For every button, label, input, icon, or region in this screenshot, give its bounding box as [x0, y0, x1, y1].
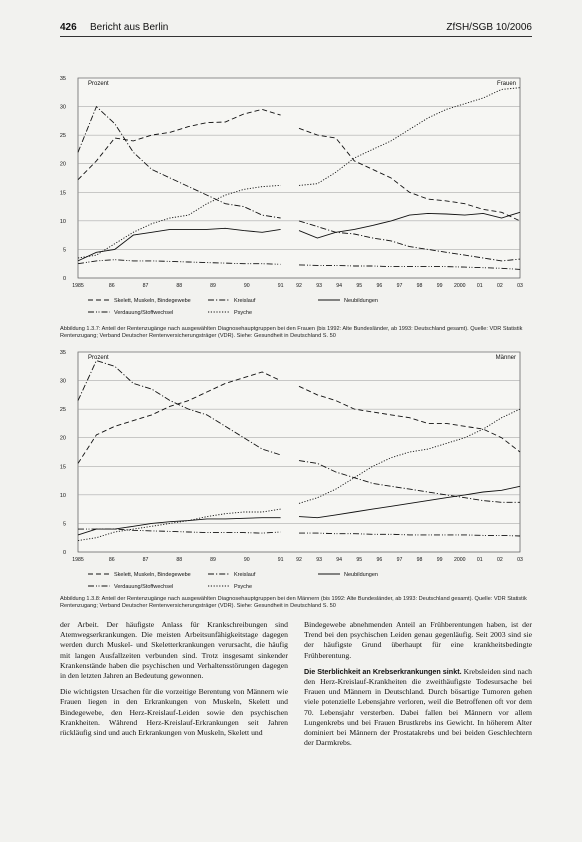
x-tick-label: 91 [277, 557, 284, 563]
plot-area [78, 352, 520, 552]
x-tick-label: 03 [517, 283, 523, 289]
x-tick-label: 94 [336, 283, 343, 289]
y-tick-label: 15 [59, 190, 66, 197]
x-tick-label: 90 [243, 557, 250, 563]
legend-label: Neubildungen [344, 572, 378, 578]
group-label: Männer [495, 355, 516, 361]
x-tick-label: 97 [396, 283, 403, 289]
x-tick-label: 92 [296, 557, 302, 563]
y-tick-label: 5 [62, 521, 66, 528]
y-unit-label: Prozent [88, 81, 109, 87]
x-tick-label: 86 [108, 557, 115, 563]
y-tick-label: 5 [62, 247, 66, 254]
x-tick-label: 88 [176, 557, 183, 563]
paragraph-text: Krebsleiden sind nach den Herz-Kreislauf-Krankheiten die zweithäufigste Todesursache bei Frauen und Männern in Deutschland. Durch bösartige Tumoren gehen viele potenzielle Lebensjahre verloren, weil die Betroffenen oft vor dem 70. Lebensjahr versterben. Dabei fallen bei Männern vor allem Lungenkrebs und bei Frauen Brustkrebs ins Gewicht. In höherem Alter dominiert bei Männern der Prostatakrebs und bei beiden Geschlechtern der Darmkrebs. [304, 666, 532, 748]
journal-reference: ZfSH/SGB 10/2006 [446, 22, 532, 33]
x-tick-label: 2000 [453, 557, 466, 563]
group-label: Frauen [496, 81, 516, 87]
y-tick-label: 10 [59, 218, 66, 225]
x-tick-label: 95 [356, 557, 363, 563]
x-tick-label: 89 [210, 283, 216, 289]
x-tick-label: 1985 [72, 283, 84, 289]
x-tick-label: 92 [296, 283, 302, 289]
y-tick-label: 30 [59, 104, 66, 111]
x-tick-label: 87 [142, 283, 149, 289]
paragraph: Bindegewebe abnehmenden Anteil an Frühberentungen haben, ist der Trend bei den psychischen Leiden genau gegenläufig. Seit 2003 sind sie der häufigste Grund überhaupt für eine krankheitsbedingte Frühberentung. [304, 620, 532, 660]
paragraph: der Arbeit. Der häufigste Anlass für Krankschreibungen sind Atemwegserkrankungen. Die meisten Arbeitsunfähigkeitstage dagegen werden durch Muskel- und Skeletterkrankungen verursacht, die häufig mit langen Ausfallzeiten verbunden sind. Trotz insgesamt sinkender Krankenstände haben die psychischen und Verhaltensstörungen dagegen in den letzten Jahren an Bedeutung gewonnen. [60, 620, 288, 681]
y-tick-label: 0 [62, 550, 66, 556]
legend-label: Skelett, Muskeln, Bindegewebe [114, 298, 191, 304]
x-tick-label: 90 [243, 283, 250, 289]
legend-label: Verdauung/Stoffwechsel [114, 584, 174, 590]
x-tick-label: 97 [396, 557, 403, 563]
legend-label: Psyche [234, 310, 253, 316]
page-number: 426 [60, 22, 77, 33]
legend-label: Psyche [234, 584, 253, 590]
x-tick-label: 02 [497, 283, 503, 289]
x-tick-label: 95 [356, 283, 363, 289]
page-header [60, 22, 532, 36]
x-tick-label: 2000 [453, 283, 466, 289]
text-column-left [60, 620, 288, 744]
x-tick-label: 96 [376, 283, 383, 289]
legend-label: Neubildungen [344, 298, 378, 304]
paragraph-with-heading [304, 667, 532, 749]
text-column-right [304, 620, 532, 754]
y-tick-label: 25 [59, 407, 66, 414]
caption-women: Abbildung 1.3.7: Anteil der Rentenzugänge nach ausgewählten Diagnosehauptgruppen bei den Frauen (bis 1992: Alte Bundesländer, ab 1993: Deutschland gesamt). Quelle: VDR Statistik Rentenzugang; Verband Deutscher Rentenversicherungsträger (VDR). Siehe: Gesundheit in Deutschland S. 50 [60, 326, 523, 339]
header-rule [60, 36, 532, 37]
y-tick-label: 15 [59, 464, 66, 471]
legend-label: Kreislauf [234, 572, 256, 578]
caption-men: Abbildung 1.3.8: Anteil der Rentenzugänge nach ausgewählten Diagnosehauptgruppen bei den Männern (bis 1992: Alte Bundesländer, ab 1993: Deutschland gesamt). Quelle: VDR Statistik Rentenzugang; Verband Deutscher Rentenversicherungsträger (VDR). Siehe: Gesundheit in Deutschland S. 50 [60, 596, 527, 609]
x-tick-label: 1985 [72, 557, 84, 563]
section-title: Bericht aus Berlin [90, 22, 169, 33]
x-tick-label: 01 [476, 557, 483, 563]
x-tick-label: 01 [476, 283, 483, 289]
paragraph: Die wichtigsten Ursachen für die vorzeitige Berentung von Männern wie Frauen liegen in den Erkrankungen von Muskeln, Skelett und Bindegewebe, den Herz-Kreislauf-Leiden sowie den psychischen Krankheiten. Während Herz-Kreislauf-Erkrankungen seit Jahren rückläufig sind und auch Erkrankungen von Muskeln, Skelett und [60, 687, 288, 738]
legend-label: Kreislauf [234, 298, 256, 304]
x-tick-label: 98 [416, 283, 423, 289]
y-tick-label: 30 [59, 378, 66, 385]
legend-label: Verdauung/Stoffwechsel [114, 310, 174, 316]
y-tick-label: 35 [59, 350, 66, 356]
x-tick-label: 93 [316, 283, 322, 289]
plot-area [78, 78, 520, 278]
x-tick-label: 03 [517, 557, 523, 563]
x-tick-label: 87 [142, 557, 149, 563]
y-unit-label: Prozent [88, 355, 109, 361]
y-tick-label: 10 [59, 492, 66, 499]
y-tick-label: 20 [59, 435, 66, 442]
x-tick-label: 94 [336, 557, 343, 563]
y-tick-label: 35 [59, 76, 66, 82]
x-tick-label: 93 [316, 557, 322, 563]
x-tick-label: 99 [436, 283, 443, 289]
x-tick-label: 86 [108, 283, 115, 289]
y-tick-label: 25 [59, 133, 66, 140]
x-tick-label: 91 [277, 283, 284, 289]
chart-men [0, 342, 582, 596]
x-tick-label: 99 [436, 557, 443, 563]
legend-label: Skelett, Muskeln, Bindegewebe [114, 572, 191, 578]
x-tick-label: 89 [210, 557, 216, 563]
chart-women [0, 68, 582, 330]
x-tick-label: 88 [176, 283, 183, 289]
y-tick-label: 20 [59, 161, 66, 168]
x-tick-label: 02 [497, 557, 503, 563]
x-tick-label: 96 [376, 557, 383, 563]
y-tick-label: 0 [62, 276, 66, 282]
x-tick-label: 98 [416, 557, 423, 563]
paragraph-heading: Die Sterblichkeit an Krebserkrankungen sinkt. [304, 666, 462, 676]
